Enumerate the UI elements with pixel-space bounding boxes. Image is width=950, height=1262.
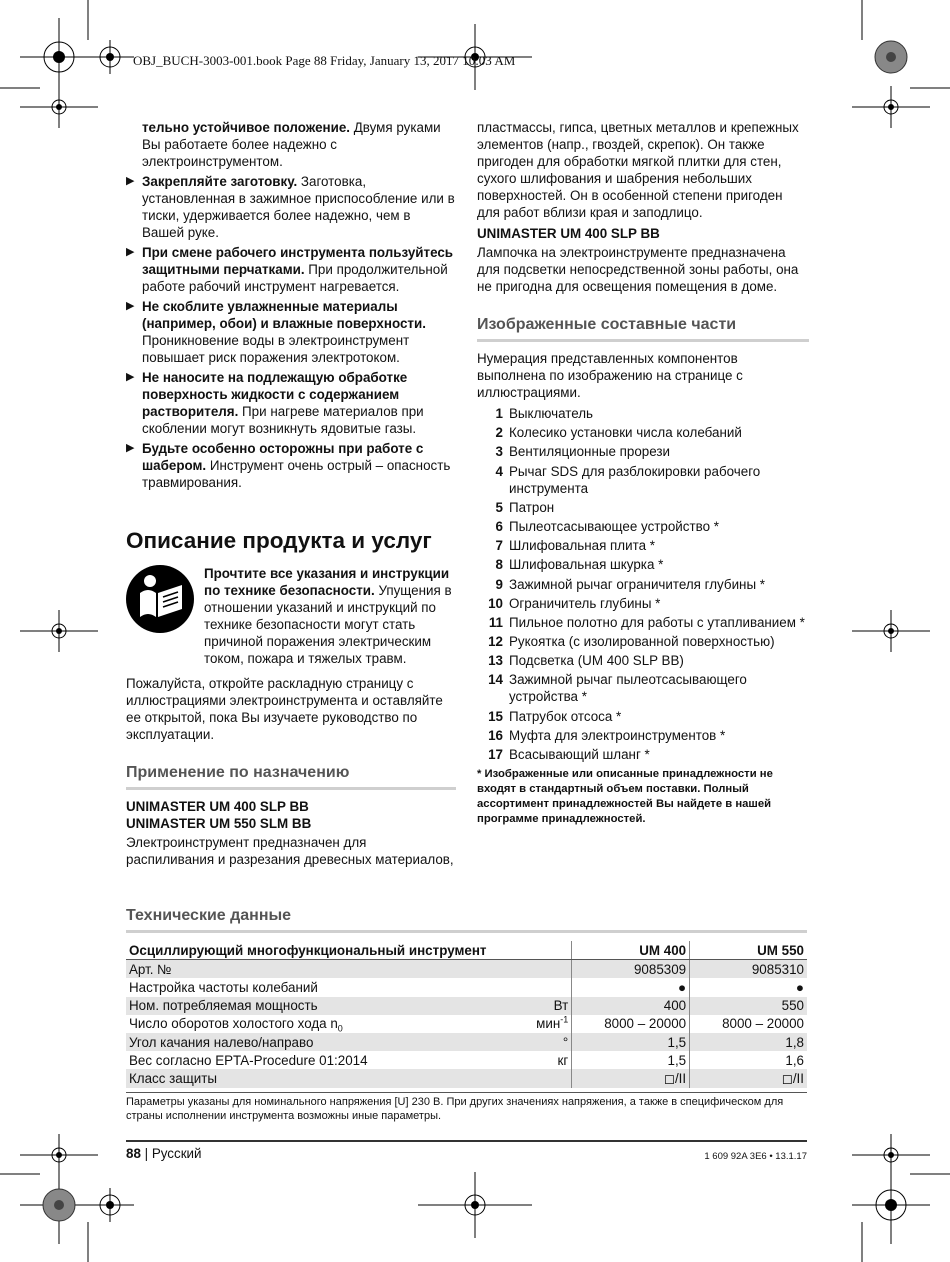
bullet-triangle-icon: ▶ — [126, 246, 135, 258]
footer-language: Русский — [151, 1146, 202, 1161]
table-header-um550: UM 550 — [690, 941, 807, 960]
spec-label-text: Угол качания налево/направо — [129, 1034, 314, 1050]
part-number: 8 — [495, 557, 503, 573]
part-number: 10 — [488, 595, 503, 611]
parts-list-item — [477, 727, 809, 744]
parts-list-item — [477, 443, 809, 460]
part-number: 14 — [488, 672, 503, 688]
tech-data-table — [126, 941, 807, 1088]
spec-um550-text: 9085310 — [751, 961, 804, 977]
table-row — [126, 978, 807, 996]
bullet-text: Заготовка, установленная в зажимное приспособление или в тиски, удерживается более надежно, чем в Вашей руке. — [142, 174, 455, 240]
left-column — [126, 119, 456, 868]
section-title: Описание продукта и услуг — [126, 528, 432, 553]
bullet-bold: Не скоблите увлажненные материалы (например, обои) и влажные поверхности. — [142, 299, 426, 331]
book-header-line: OBJ_BUCH-3003-001.book Page 88 Friday, January 13, 2017 10:03 AM — [133, 53, 516, 68]
spec-um550 — [690, 960, 807, 979]
spec-um400 — [572, 978, 690, 996]
safety-warning-text — [204, 565, 456, 667]
spec-unit — [508, 1033, 572, 1051]
spec-label-text: Ном. потребляемая мощность — [129, 998, 318, 1014]
tech-data-heading: Технические данные — [126, 906, 807, 933]
part-number: 4 — [495, 463, 503, 479]
part-label: Патрубок отсоса * — [509, 708, 622, 724]
part-number: 5 — [495, 499, 503, 515]
part-number: 16 — [488, 727, 503, 743]
part-label: Зажимной рычаг пылеотсасывающего устройства * — [509, 672, 747, 705]
spec-label — [126, 1069, 508, 1087]
bullet-bold: Закрепляйте заготовку. — [142, 174, 298, 189]
part-number: 17 — [488, 747, 503, 762]
parts-list-item — [477, 746, 809, 763]
read-manual-icon — [126, 565, 194, 633]
parts-list-item — [477, 463, 809, 497]
page-number-value: 88 — [126, 1146, 141, 1161]
part-number: 2 — [495, 425, 503, 441]
part-label: Зажимной рычаг ограничителя глубины * — [509, 576, 765, 592]
part-number: 3 — [495, 444, 503, 460]
spec-um400 — [572, 1033, 690, 1051]
warning-bold: Прочтите все указания и инструкции по технике безопасности. — [204, 566, 450, 598]
part-label: Пылеотсасывающее устройство * — [509, 518, 719, 534]
parts-list-item — [477, 595, 809, 612]
spec-label-subscript: 0 — [337, 1024, 343, 1035]
spec-um400 — [572, 997, 690, 1015]
table-header-label: Осциллирующий многофункциональный инструмент — [126, 941, 508, 960]
part-label: Колесико установки числа колебаний — [509, 425, 742, 441]
spec-um550 — [690, 1069, 807, 1087]
bullet-triangle-icon: ▶ — [126, 442, 135, 454]
table-row — [126, 1015, 807, 1033]
spec-um400-text: 1,5 — [667, 1052, 687, 1068]
right-column — [477, 119, 809, 827]
parts-list-item — [477, 556, 809, 573]
bullet-text: Инструмент очень острый – опасность травмирования. — [142, 458, 451, 490]
spec-label — [126, 1051, 508, 1069]
safety-bullet — [126, 298, 456, 366]
parts-list-item — [477, 614, 809, 631]
spec-label — [126, 1033, 508, 1051]
spec-label-text: Вес согласно EPTA-Procedure 01:2014 — [129, 1052, 368, 1068]
bullet-bold: Будьте особенно осторожны при работе с шабером. — [142, 441, 424, 473]
part-label: Шлифовальная плита * — [509, 538, 655, 554]
footer-separator: | — [140, 1146, 152, 1161]
part-label: Пильное полотно для работы с утапливанием * — [509, 614, 805, 630]
safety-bullet — [126, 173, 456, 241]
parts-list-item — [477, 424, 809, 441]
parts-intro: Нумерация представленных компонентов выполнена по изображению на странице с иллюстрациями. — [477, 351, 743, 400]
usage-paragraph: Электроинструмент предназначен для распиливания и разрезания древесных материалов, — [126, 835, 454, 867]
table-header-row — [126, 941, 807, 960]
part-number: 9 — [495, 576, 503, 592]
spec-unit — [508, 1069, 572, 1087]
page-number — [126, 1146, 202, 1161]
part-label: Рукоятка (с изолированной поверхностью) — [509, 634, 775, 650]
intro-rest: Двумя руками Вы работаете более надежно с электроинструментом. — [142, 120, 441, 169]
table-row — [126, 1033, 807, 1051]
table-body — [126, 960, 807, 1088]
spec-um400-text: 9085309 — [633, 961, 687, 977]
part-number: 15 — [488, 708, 503, 724]
parts-list-item — [477, 405, 809, 422]
spec-um400-text: 1,5 — [667, 1034, 687, 1050]
safety-bullet — [126, 244, 456, 295]
page-footer — [126, 1140, 807, 1165]
parts-list — [477, 405, 809, 763]
spec-um550-text: 1,8 — [785, 1034, 804, 1050]
table-header-um400: UM 400 — [572, 941, 690, 960]
spec-unit-text: мин — [536, 1016, 561, 1032]
spec-um550 — [690, 1015, 807, 1033]
spec-unit-superscript: -1 — [560, 1014, 569, 1025]
part-label: Шлифовальная шкурка * — [509, 557, 664, 573]
model-name: UNIMASTER UM 550 SLM BB — [126, 816, 312, 831]
safety-bullet — [126, 369, 456, 437]
bullet-triangle-icon: ▶ — [126, 175, 135, 187]
part-label: Патрон — [509, 499, 555, 515]
spec-label — [126, 960, 508, 979]
usage-heading: Применение по назначению — [126, 763, 456, 790]
parts-list-item — [477, 671, 809, 705]
table-row — [126, 960, 807, 979]
parts-list-item — [477, 633, 809, 650]
spec-um400 — [572, 1015, 690, 1033]
accessories-footnote: * Изображенные или описанные принадлежности не входят в стандартный объем поставки. Полный ассортимент принадлежностей Вы найдете в нашей программе принадлежностей. — [477, 768, 773, 825]
part-label: Всасывающий шланг * — [509, 747, 650, 762]
part-label: Выключатель — [509, 406, 594, 421]
spec-unit-text: ° — [562, 1034, 569, 1050]
spec-label — [126, 1015, 508, 1033]
part-number: 11 — [488, 614, 503, 630]
spec-unit — [508, 1051, 572, 1069]
bullet-text: При нагреве материалов при скоблении могут возникнуть ядовитые газы. — [142, 404, 424, 436]
document-code: 1 609 92A 3E6 • 13.1.17 — [704, 1151, 807, 1162]
spec-unit-text: Вт — [553, 998, 569, 1014]
parts-list-item — [477, 576, 809, 593]
parts-list-item — [477, 499, 809, 516]
model-names — [126, 798, 456, 832]
bullet-triangle-icon: ▶ — [126, 300, 135, 312]
spec-um400-text: ◻/II — [663, 1070, 687, 1086]
table-note: Параметры указаны для номинального напряжения [U] 230 В. При других значениях напряжения, а также в специфическом для страны исполнении инструмента возможны иные параметры. — [126, 1092, 807, 1123]
part-label: Муфта для электроинструментов * — [509, 727, 726, 743]
table-header-unit — [508, 941, 572, 960]
lamp-model-name: UNIMASTER UM 400 SLP BB — [477, 226, 660, 241]
spec-um400 — [572, 960, 690, 979]
part-number: 7 — [495, 538, 503, 554]
spec-um550-text: ● — [795, 979, 804, 995]
spec-um550-text: 8000 – 20000 — [722, 1016, 804, 1032]
spec-um550 — [690, 978, 807, 996]
part-label: Вентиляционные прорези — [509, 444, 670, 460]
warning-rest: Упущения в отношении указаний и инструкций по технике безопасности могут стать причиной поражения электрическим током, пожара и тяжелых травм. — [204, 583, 452, 666]
spec-um400-text: 8000 – 20000 — [604, 1016, 687, 1032]
parts-list-item — [477, 652, 809, 669]
parts-list-item — [477, 518, 809, 535]
intro-bold: тельно устойчивое положение. — [142, 120, 351, 135]
spec-um400-text: 400 — [663, 998, 687, 1014]
spec-um400 — [572, 1051, 690, 1069]
spec-um550-text: 1,6 — [785, 1052, 804, 1068]
part-label: Рычаг SDS для разблокировки рабочего инструмента — [509, 463, 761, 496]
model-name: UNIMASTER UM 400 SLP BB — [126, 799, 309, 814]
table-row — [126, 1069, 807, 1087]
spec-um550 — [690, 1033, 807, 1051]
part-number: 6 — [495, 518, 503, 534]
parts-list-item — [477, 708, 809, 725]
spec-unit — [508, 978, 572, 996]
spec-um550 — [690, 1051, 807, 1069]
usage-continued: пластмассы, гипса, цветных металлов и крепежных элементов (напр., гвоздей, скрепок). Он также пригоден для обработки мягкой плитки для стен, сухого шлифования и шабрения небольших поверхностей. Он в особенной степени пригоден для работ вблизи края и заподлицо. — [477, 120, 799, 220]
spec-unit — [508, 1015, 572, 1033]
spec-um400 — [572, 1069, 690, 1087]
technical-data-section — [126, 906, 807, 1123]
lamp-paragraph: Лампочка на электроинструменте предназначена для подсветки непосредственной зоны работы, она не пригодна для освещения помещения в доме. — [477, 245, 799, 294]
intro-paragraph — [126, 119, 456, 170]
bullet-bold: Не наносите на подлежащую обработке поверхность жидкости с содержанием растворителя. — [142, 370, 408, 419]
spec-unit — [508, 960, 572, 979]
spec-um550 — [690, 997, 807, 1015]
spec-label-text: Число оборотов холостого хода n — [129, 1016, 338, 1032]
spec-um550-text: 550 — [781, 998, 804, 1014]
part-number: 12 — [488, 634, 503, 650]
part-label: Ограничитель глубины * — [509, 595, 661, 611]
spec-label — [126, 997, 508, 1015]
parts-list-item — [477, 537, 809, 554]
part-number: 13 — [488, 653, 503, 669]
spec-unit-text: кг — [557, 1052, 569, 1068]
spec-label — [126, 978, 508, 996]
table-row — [126, 1051, 807, 1069]
part-number: 1 — [495, 406, 503, 421]
bullet-text: При продолжительной работе рабочий инструмент нагревается. — [142, 262, 448, 294]
table-row — [126, 997, 807, 1015]
spec-label-text: Настройка частоты колебаний — [129, 979, 318, 995]
bullet-triangle-icon: ▶ — [126, 371, 135, 383]
spec-unit — [508, 997, 572, 1015]
spec-label-text: Арт. № — [129, 961, 172, 977]
parts-heading: Изображенные составные части — [477, 315, 809, 342]
foldout-paragraph: Пожалуйста, откройте раскладную страницу с иллюстрациями электроинструмента и оставляйте ее открытой, пока Вы изучаете руководство по эксплуатации. — [126, 676, 443, 742]
part-label: Подсветка (UM 400 SLP BB) — [509, 653, 684, 669]
safety-warning-block — [126, 565, 456, 667]
spec-um400-text: ● — [678, 979, 687, 995]
safety-bullet — [126, 440, 456, 491]
bullet-bold: При смене рабочего инструмента пользуйтесь защитными перчатками. — [142, 245, 454, 277]
spec-label-text: Класс защиты — [129, 1070, 218, 1086]
spec-um550-text: ◻/II — [781, 1070, 804, 1086]
bullet-text: Проникновение воды в электроинструмент повышает риск поражения электротоком. — [142, 333, 410, 365]
